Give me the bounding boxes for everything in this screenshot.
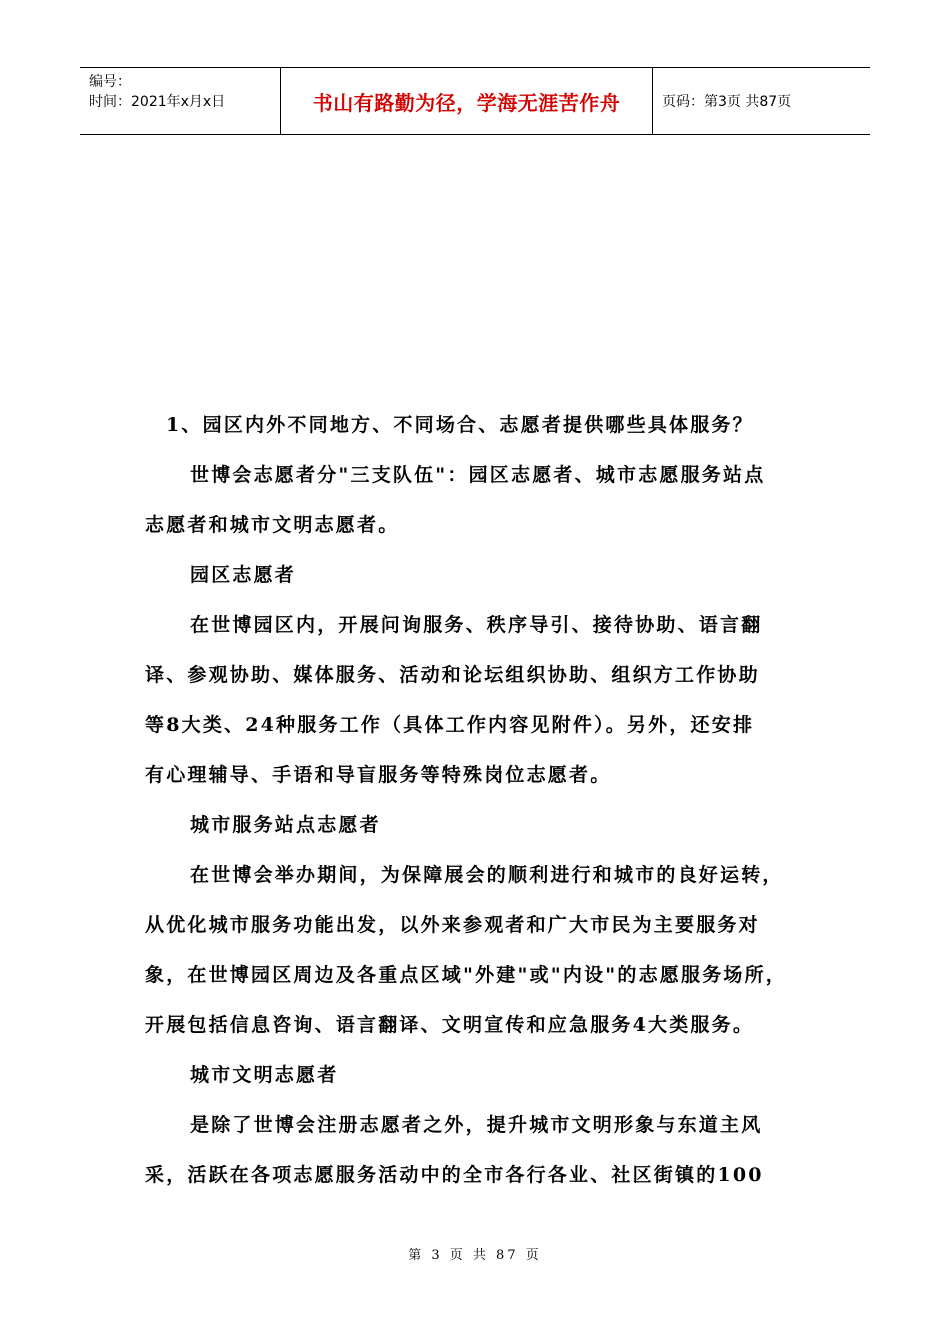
paragraph-line: 有心理辅导、手语和导盲服务等特殊岗位志愿者。 xyxy=(145,764,612,786)
paragraph-line: 采，活跃在各项志愿服务活动中的全市各行各业、社区街镇的100 xyxy=(145,1164,764,1186)
document-header xyxy=(80,67,870,135)
paragraph-line: 在世博会举办期间，为保障展会的顺利进行和城市的良好运转， xyxy=(190,864,784,886)
paragraph-line: 译、参观协助、媒体服务、活动和论坛组织协助、组织方工作协助 xyxy=(145,664,760,686)
number-label: 编号： xyxy=(89,74,131,90)
paragraph-line: 在世博园区内，开展问询服务、秩序导引、接待协助、语言翻 xyxy=(190,614,763,636)
paragraph-line: 世博会志愿者分"三支队伍"：园区志愿者、城市志愿服务站点 xyxy=(190,464,766,486)
header-page-cell xyxy=(653,68,870,134)
paragraph-line: 是除了世博会注册志愿者之外，提升城市文明形象与东道主风 xyxy=(190,1114,763,1136)
paragraph-line: 从优化城市服务功能出发，以外来参观者和广大市民为主要服务对 xyxy=(145,914,760,936)
motto-text: 书山有路勤为径，学海无涯苦作舟 xyxy=(312,90,621,115)
header-meta-cell xyxy=(80,68,281,134)
page-footer: 第 3 页 共 87 页 xyxy=(408,1248,542,1263)
paragraph-line: 等8大类、24种服务工作（具体工作内容见附件）。另外，还安排 xyxy=(145,714,755,736)
paragraph-line: 志愿者和城市文明志愿者。 xyxy=(145,514,400,536)
header-motto-cell xyxy=(281,68,653,134)
section-heading-park: 园区志愿者 xyxy=(190,564,297,586)
page-info: 页码：第3页 共87页 xyxy=(662,94,792,110)
paragraph-line: 开展包括信息咨询、语言翻译、文明宣传和应急服务4大类服务。 xyxy=(145,1014,755,1036)
section-heading-civilization: 城市文明志愿者 xyxy=(190,1064,339,1086)
time-label: 时间：2021年x月x日 xyxy=(89,94,226,110)
section-heading-city-station: 城市服务站点志愿者 xyxy=(190,814,381,836)
paragraph-line: 象，在世博园区周边及各重点区域"外建"或"内设"的志愿服务场所， xyxy=(145,964,787,986)
question-heading: 1、园区内外不同地方、不同场合、志愿者提供哪些具体服务？ xyxy=(166,414,754,436)
